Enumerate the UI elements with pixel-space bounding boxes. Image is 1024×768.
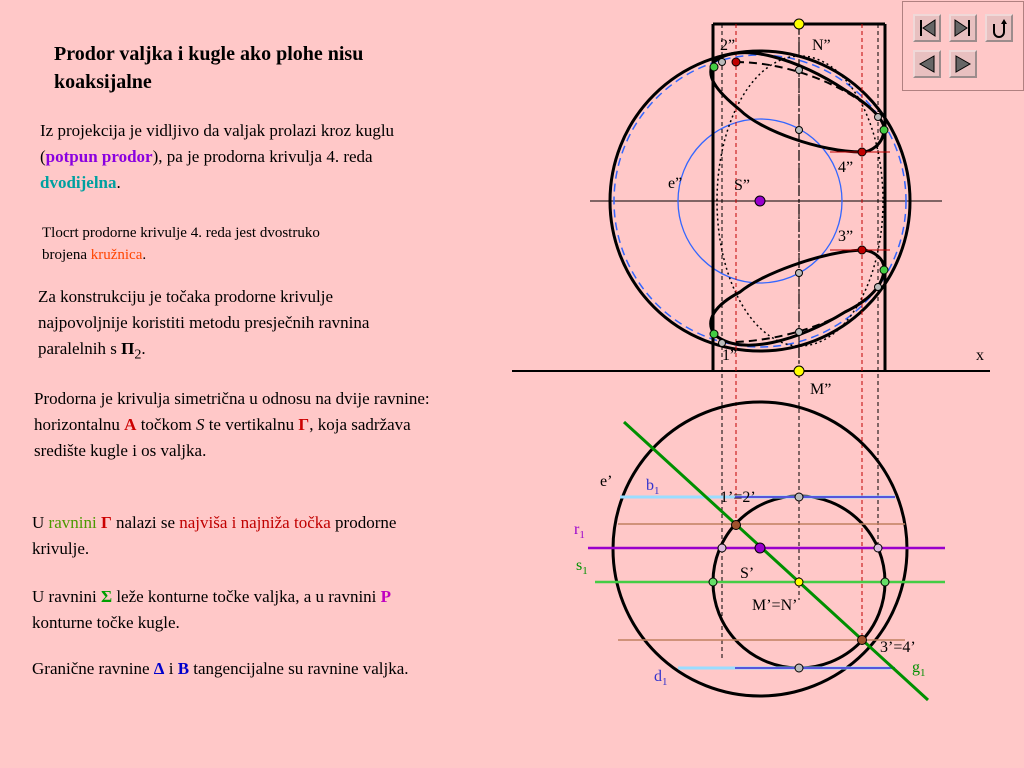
text: . <box>116 173 121 192</box>
text: te vertikalnu <box>204 415 299 434</box>
aux-point <box>881 578 889 586</box>
label-g1: $g_1$ <box>912 659 926 679</box>
text: Tlocrt prodorne krivulje 4. reda jest dvostruko brojena <box>42 225 320 263</box>
first-slide-button[interactable] <box>913 14 941 42</box>
text: . <box>141 339 146 358</box>
point-M2 <box>794 366 804 376</box>
point-3 <box>858 246 866 254</box>
plane-sigma: Σ <box>100 587 113 606</box>
plane-gamma-symbol: Γ <box>100 513 112 532</box>
label-b1: $b_1$ <box>646 477 660 497</box>
text: točkom <box>136 415 196 434</box>
label-S2: S” <box>734 177 750 194</box>
aux-point <box>718 544 726 552</box>
plane-A: A <box>124 415 137 434</box>
next-slide-button[interactable] <box>949 50 977 78</box>
label-S1: S’ <box>740 565 755 582</box>
point-3-4-plan <box>858 636 867 645</box>
label-MN: M’=N’ <box>752 597 798 614</box>
label-M2: M” <box>810 381 832 398</box>
text: tangencijalne su ravnine valjka. <box>189 659 409 678</box>
point-N2 <box>794 19 804 29</box>
label-3-4: 3’=4’ <box>880 639 916 656</box>
text: , koja sadržava središte kugle i os valjka. <box>34 415 411 460</box>
contour-point-left-bottom <box>710 330 718 338</box>
point-S1 <box>755 543 765 553</box>
previous-slide-button[interactable] <box>913 50 941 78</box>
aux-point <box>719 340 726 347</box>
aux-point <box>875 284 882 291</box>
highlight-circle: kružnica <box>90 247 143 263</box>
page-title: Prodor valjka i kugle ako plohe nisu koaksijalne <box>54 43 364 93</box>
aux-point <box>796 67 803 74</box>
label-r1: $r_1$ <box>574 521 585 541</box>
highlight-complete-penetration: potpun prodor <box>45 147 153 166</box>
text: . <box>142 247 147 263</box>
label-s1: $s_1$ <box>576 557 588 577</box>
plane-gamma: Γ <box>298 415 310 434</box>
label-e1: e’ <box>600 473 613 490</box>
label-1: 1” <box>722 347 738 364</box>
label-e2: e” <box>668 175 683 192</box>
text: i <box>164 659 178 678</box>
plane-delta: Δ <box>153 659 165 678</box>
aux-point <box>719 59 726 66</box>
pi-symbol: Π <box>121 339 135 358</box>
contour-point-right-top <box>880 126 888 134</box>
text: U <box>32 513 49 532</box>
aux-point <box>709 578 717 586</box>
aux-point <box>796 127 803 134</box>
contour-point-left-top <box>710 63 718 71</box>
aux-point <box>795 493 803 501</box>
text: Prodorna je krivulja simetrična u odnosu na dvije ravnine: horizontalnu <box>34 389 430 434</box>
aux-point <box>795 664 803 672</box>
point-2 <box>732 58 740 66</box>
next-slide-icon <box>951 52 975 76</box>
label-4: 4” <box>838 159 854 176</box>
front-points <box>710 19 888 376</box>
plane-P: P <box>380 587 392 606</box>
text: Za konstrukciju je točaka prodorne krivulje najpovoljnije koristiti metodu presječnih ravnina paralelnih s <box>38 287 370 358</box>
aux-point <box>796 329 803 336</box>
point-MN <box>795 578 803 586</box>
contour-point-right-bottom <box>880 266 888 274</box>
first-slide-icon <box>915 16 939 40</box>
last-slide-icon <box>951 16 975 40</box>
text: leže konturne točke valjka, a u ravnini <box>112 587 381 606</box>
highlight-two-part: dvodijelna <box>40 173 117 192</box>
point-S2 <box>755 196 765 206</box>
text: prodorne krivulje. <box>32 513 397 558</box>
text-ravnini: ravnini <box>48 513 97 532</box>
plane-B: B <box>177 659 190 678</box>
text: U ravnini <box>32 587 101 606</box>
point-S: S <box>195 415 205 434</box>
text: ), pa je prodorna krivulja 4. reda <box>152 147 373 166</box>
aux-point <box>874 544 882 552</box>
text: Granične ravnine <box>32 659 154 678</box>
aux-point <box>796 270 803 277</box>
pi-subscript: 2 <box>134 346 142 363</box>
text: nalazi se <box>111 513 180 532</box>
last-slide-button[interactable] <box>949 14 977 42</box>
label-1-2: 1’=2’ <box>720 489 756 506</box>
highlight-highest-lowest: najviša i najniža točka <box>179 513 331 532</box>
label-x: x <box>976 347 984 364</box>
label-d1: $d_1$ <box>654 668 668 688</box>
previous-slide-icon <box>915 52 939 76</box>
label-3: 3” <box>838 228 854 245</box>
point-1-2-plan <box>732 521 741 530</box>
label-N2: N” <box>812 37 831 54</box>
label-2: 2” <box>720 37 736 54</box>
return-icon <box>987 16 1011 40</box>
return-button[interactable] <box>985 14 1013 42</box>
point-4 <box>858 148 866 156</box>
slide-navigation <box>902 1 1024 91</box>
text: Iz projekcija je vidljivo da valjak prolazi kroz kuglu ( <box>40 121 395 166</box>
text: konturne točke kugle. <box>32 613 180 632</box>
aux-point <box>875 114 882 121</box>
